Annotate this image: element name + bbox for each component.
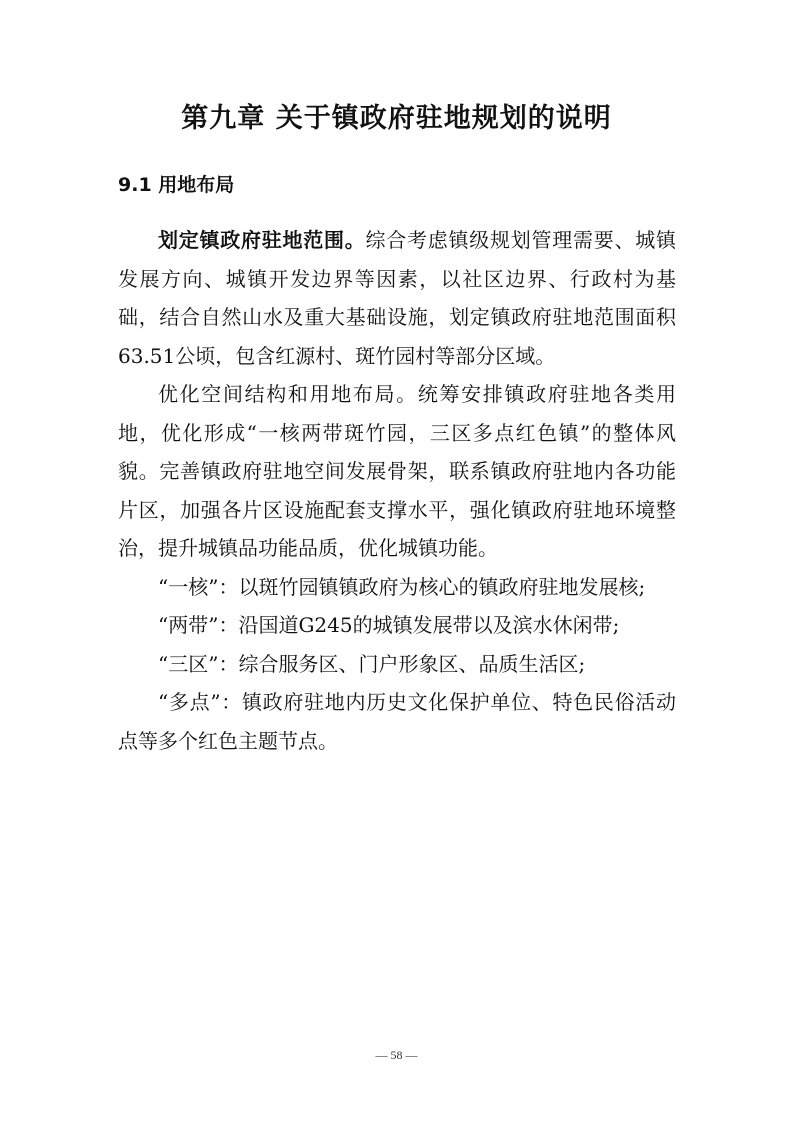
paragraph-belts: “两带”：沿国道G245的城镇发展带以及滨水休闲带; xyxy=(158,613,620,637)
paragraph-text: 综合考虑镇级规划管理需要、城镇发展方向、城镇开发边界等因素，以社区边界、行政村为基础，结合自然山水及重大基础设施，划定镇政府驻地范围面积63.51公顷，包含红源村、斑竹园村等部分区域。 xyxy=(118,228,676,368)
paragraph-layout: 优化空间结构和用地布局。统筹安排镇政府驻地各类用地，优化形成“一核两带斑竹园，三区多点红色镇”的整体风貌。完善镇政府驻地空间发展骨架，联系镇政府驻地内各功能片区，加强各片区设施配套支撑水平，强化镇政府驻地环境整治，提升城镇品功能品质，优化城镇功能。 xyxy=(118,382,676,560)
section-heading: 9.1 用地布局 xyxy=(118,174,235,196)
paragraph-zones: “三区”：综合服务区、门户形象区、品质生活区; xyxy=(158,651,586,676)
paragraph-core: “一核”：以斑竹园镇镇政府为核心的镇政府驻地发展核; xyxy=(158,574,646,599)
paragraph-points: “多点”：镇政府驻地内历史文化保护单位、特色民俗活动点等多个红色主题节点。 xyxy=(118,690,676,753)
chapter-title: 第九章 关于镇政府驻地规划的说明 xyxy=(181,103,612,134)
paragraph-lead: 划定镇政府驻地范围。 xyxy=(158,228,366,252)
body-text xyxy=(118,221,676,760)
paragraph-boundary xyxy=(118,221,676,375)
page-number: — 58 — xyxy=(375,1048,418,1062)
